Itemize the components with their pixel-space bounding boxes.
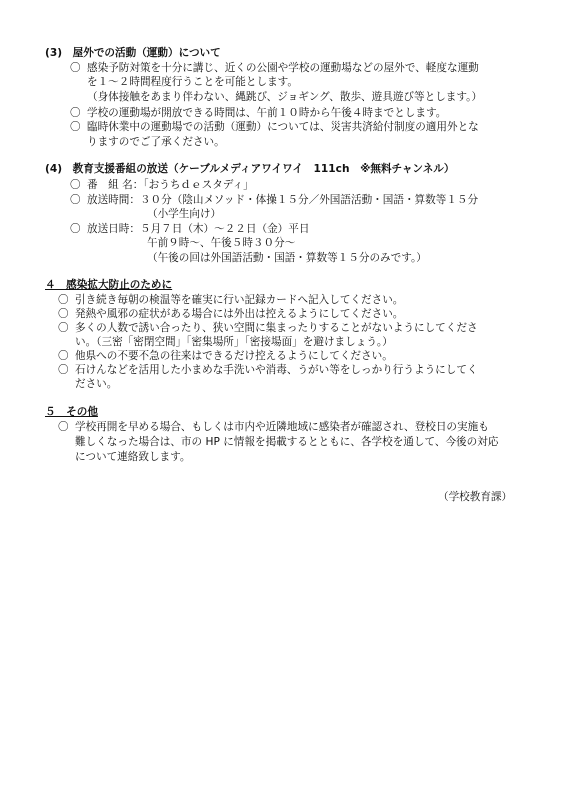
- list4-item4: 〇 他県への不要不急の往来はできるだけ控えるようにしてください。: [58, 350, 393, 362]
- section4-heading: (4) 教育支援番組の放送（ケーブルメディアワイワイ 111ch ※無料チャンネル）: [45, 163, 455, 175]
- section4-item2-line1: 〇 放送時間：３０分（陰山メソッド・体操１５分／外国語活動・国語・算数等１５分: [70, 194, 479, 206]
- list4-item3-line2: い。（三密「密閉空間」「密集場所」「密接場面」を避けましょう。）: [75, 336, 393, 348]
- list4-item5-line1: 〇 石けんなどを活用した小まめな手洗いや消毒、うがい等をしっかり行うようにしてく: [58, 364, 478, 376]
- circle-mark-icon: 〇: [58, 364, 69, 376]
- circle-mark-icon: 〇: [58, 294, 69, 306]
- circle-mark-icon: 〇: [70, 179, 81, 191]
- list4-item3-line1: 〇 多くの人数で誘い合ったり、狭い空間に集まったりすることがないようにしてくださ: [58, 322, 478, 334]
- section3-heading: (3) 屋外での活動（運動）について: [45, 47, 221, 59]
- heading-4: ４ 感染拡大防止のために: [45, 279, 173, 291]
- section3-item1-line1: 〇 感染予防対策を十分に講じ、近くの公園や学校の運動場などの屋外で、軽度な運動: [70, 62, 479, 74]
- circle-mark-icon: 〇: [70, 121, 81, 133]
- list5-item1-line2: 難しくなった場合は、市の HP に情報を掲載するとともに、各学校を通して、今後の対応: [75, 436, 499, 448]
- section3-item2-line1: 〇 学校の運動場が開放できる時間は、午前１０時から午後４時までとします。: [70, 107, 447, 119]
- section3-item3-line2: りますのでご了承ください。: [87, 136, 225, 148]
- circle-mark-icon: 〇: [58, 322, 69, 334]
- circle-mark-icon: 〇: [58, 350, 69, 362]
- list5-item1-line3: について連絡致します。: [75, 451, 191, 463]
- section4-item3-line2: 午前９時～、午後５時３０分～: [147, 237, 296, 249]
- list4-item2: 〇 発熱や風邪の症状がある場合には外出は控えるようにしてください。: [58, 308, 404, 320]
- section4-item1-line1: 〇 番 組 名：「おうちｄｅスタディ」: [70, 179, 254, 191]
- section3-item1-line3: （身体接触をあまり伴わない、縄跳び、ジョギング、散歩、遊具遊び等とします。）: [87, 91, 483, 103]
- section4-item2-line2: （小学生向け）: [147, 208, 222, 220]
- list5-item1-line1: 〇 学校再開を早める場合、もしくは市内や近隣地域に感染者が確認され、登校日の実施も: [58, 421, 489, 433]
- circle-mark-icon: 〇: [58, 421, 69, 433]
- section3-item1-line2: を１～２時間程度行うことを可能とします。: [87, 76, 299, 88]
- section4-item3-line1: 〇 放送日時：５月７日（木）～２２日（金）平日: [70, 223, 310, 235]
- section3-item3-line1: 〇 臨時休業中の運動場での活動（運動）については、災害共済給付制度の適用外とな: [70, 121, 479, 133]
- signature: （学校教育課）: [438, 491, 513, 503]
- circle-mark-icon: 〇: [70, 107, 81, 119]
- list4-item1: 〇 引き続き毎朝の検温等を確実に行い記録カードへ記入してください。: [58, 294, 404, 306]
- heading-5: ５ その他: [45, 406, 98, 418]
- circle-mark-icon: 〇: [58, 308, 69, 320]
- list4-item5-line2: ださい。: [75, 378, 118, 390]
- section4-item3-line3: （午後の回は外国語活動・国語・算数等１５分のみです。）: [147, 252, 427, 264]
- circle-mark-icon: 〇: [70, 62, 81, 74]
- circle-mark-icon: 〇: [70, 223, 81, 235]
- circle-mark-icon: 〇: [70, 194, 81, 206]
